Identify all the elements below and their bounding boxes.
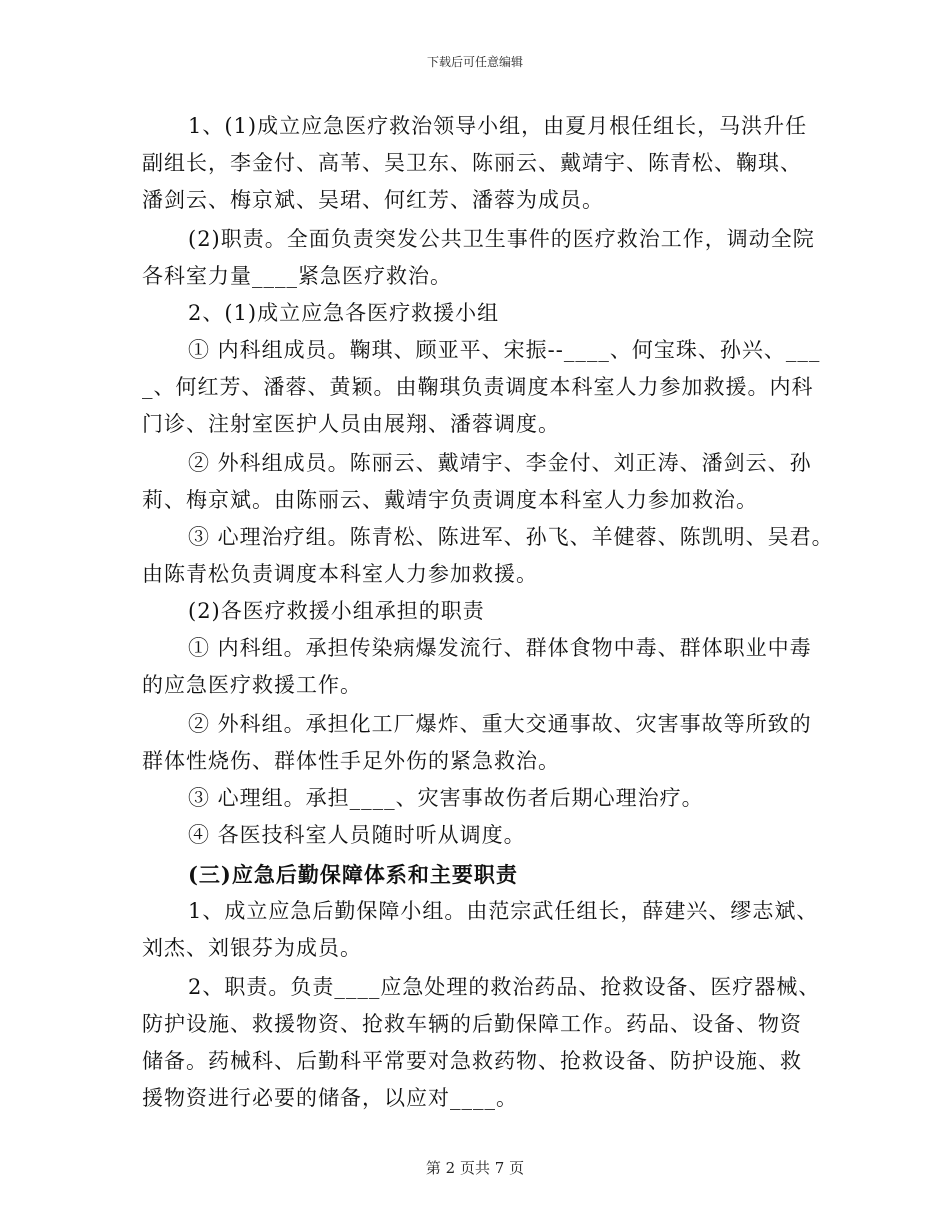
paragraph-line: 的应急医疗救援工作。 xyxy=(142,673,362,697)
paragraph-line: 1、(1)成立应急医疗救治领导小组，由夏月根任组长，马洪升任 xyxy=(188,114,808,138)
paragraph-line: 莉、梅京斌。由陈丽云、戴靖宇负责调度本科室人力参加救治。 xyxy=(142,488,758,512)
paragraph-line: 各科室力量____紧急医疗救治。 xyxy=(142,264,452,288)
page-header-note: 下载后可任意编辑 xyxy=(426,55,523,69)
paragraph-line: ② 外科组成员。陈丽云、戴靖宇、李金付、刘正涛、潘剑云、孙 xyxy=(188,451,812,475)
paragraph-line: 防护设施、救援物资、抢救车辆的后勤保障工作。药品、设备、物资 xyxy=(142,1012,802,1036)
paragraph-line: 门诊、注射室医护人员由展翔、潘蓉调度。 xyxy=(142,412,560,436)
paragraph-line: ③ 心理组。承担____、灾害事故伤者后期心理治疗。 xyxy=(188,786,704,810)
page-number-footer: 第 2 页共 7 页 xyxy=(425,1159,525,1177)
paragraph-line: 储备。药械科、后勤科平常要对急救药物、抢救设备、防护设施、救 xyxy=(142,1049,802,1073)
paragraph-line: 2、职责。负责____应急处理的救治药品、抢救设备、医疗器械、 xyxy=(188,975,821,999)
paragraph-line: 刘杰、刘银芬为成员。 xyxy=(142,936,362,960)
document-body xyxy=(142,108,834,1117)
paragraph-line: 由陈青松负责调度本科室人力参加救援。 xyxy=(142,562,538,586)
paragraph-line: _、何红芳、潘蓉、黄颖。由鞠琪负责调度本科室人力参加救援。内科 xyxy=(142,375,814,399)
paragraph-line: (2)各医疗救援小组承担的职责 xyxy=(188,599,485,623)
paragraph-line: ① 内科组。承担传染病爆发流行、群体食物中毒、群体职业中毒 xyxy=(188,636,812,660)
paragraph-line: 群体性烧伤、群体性手足外伤的紧急救治。 xyxy=(142,749,560,773)
paragraph-line: ④ 各医技科室人员随时听从调度。 xyxy=(188,823,526,847)
paragraph-line: ③ 心理治疗组。陈青松、陈进军、孙飞、羊健蓉、陈凯明、吴君。 xyxy=(188,525,834,549)
paragraph-line: 2、(1)成立应急各医疗救援小组 xyxy=(188,301,500,325)
paragraph-line: ② 外科组。承担化工厂爆炸、重大交通事故、灾害事故等所致的 xyxy=(188,712,812,736)
paragraph-line: 潘剑云、梅京斌、吴珺、何红芳、潘蓉为成员。 xyxy=(142,188,604,212)
section-heading: (三)应急后勤保障体系和主要职责 xyxy=(188,862,518,887)
paragraph-line: (2)职责。全面负责突发公共卫生事件的医疗救治工作，调动全院 xyxy=(188,227,815,251)
paragraph-line: ① 内科组成员。鞠琪、顾亚平、宋振--____、何宝珠、孙兴、___ xyxy=(188,338,821,362)
paragraph-line: 援物资进行必要的储备，以应对____。 xyxy=(142,1086,518,1110)
paragraph-line: 1、成立应急后勤保障小组。由范宗武任组长，薛建兴、缪志斌、 xyxy=(188,899,819,923)
paragraph-line: 副组长，李金付、高苇、吴卫东、陈丽云、戴靖宇、陈青松、鞠琪、 xyxy=(142,151,802,175)
